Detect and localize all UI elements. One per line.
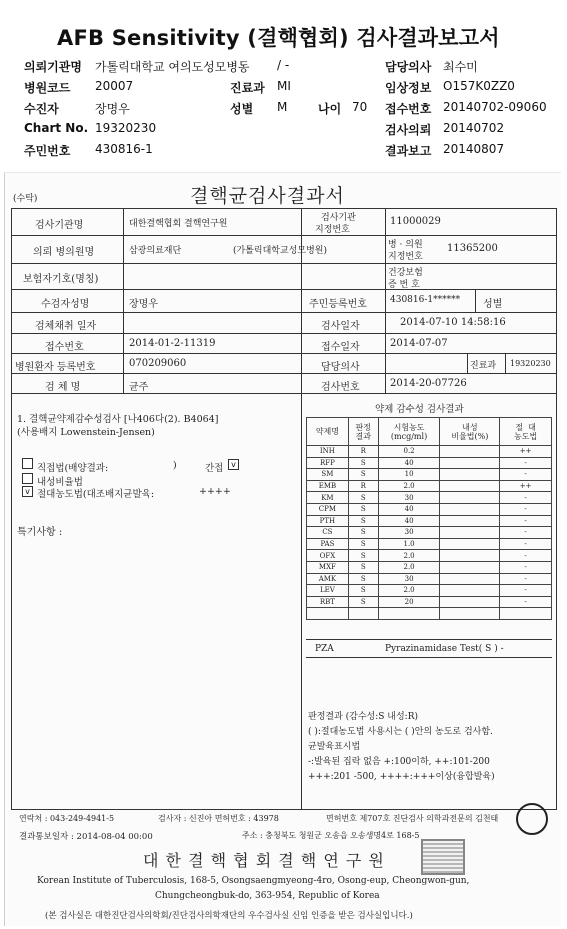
drug-cell-conc: 30 [378, 492, 440, 504]
value-requester: 가톨릭대학교 여의도성모병동 [95, 60, 250, 74]
drug-cell-drug [307, 608, 349, 620]
footer-english-1: Korean Institute of Tuberculosis, 168-5, Osongsaengmyeong-4ro, Osong-eup, Cheongwon-gun, [37, 876, 470, 886]
drug-cell-result: S [348, 457, 378, 469]
drug-cell-drug: PTH [307, 515, 349, 527]
value-clinical-info: O157K0ZZ0 [443, 79, 515, 93]
drug-cell-result: S [348, 469, 378, 481]
drug-cell-absolute: - [500, 561, 552, 573]
drug-cell-ratio [440, 550, 500, 562]
field-insurance-label-a: 건강보험 [388, 268, 423, 278]
drug-cell-result: S [348, 515, 378, 527]
value-ward: / - [277, 58, 290, 72]
doctor-seal [516, 803, 548, 835]
pza-value: Pyrazinamidase Test( S ) - [385, 644, 504, 654]
grid-line [505, 353, 506, 373]
legend-line-3: 균발육표시법 [308, 742, 361, 752]
drug-cell-conc: 10 [378, 469, 440, 481]
field-lab-label: 검사기관명 [35, 220, 84, 231]
drug-cell-drug: AMK [307, 573, 349, 585]
drug-cell-ratio [440, 608, 500, 620]
drug-cell-drug: RFP [307, 457, 349, 469]
drug-table-body [307, 446, 552, 620]
remarks-label: 특기사항 : [17, 527, 63, 538]
drug-cell-conc: 2.0 [378, 550, 440, 562]
drug-cell-ratio [440, 492, 500, 504]
drug-cell-ratio [440, 585, 500, 597]
drug-table-title: 약제 감수성 검사결과 [375, 404, 464, 415]
drug-cell-result: S [348, 503, 378, 515]
grid-line [11, 393, 557, 394]
drug-cell-drug: EMB [307, 480, 349, 492]
label-doctor: 담당의사 [385, 60, 432, 74]
indirect-method-checkbox: v [228, 459, 239, 470]
drug-cell-result: S [348, 538, 378, 550]
label-resident-no: 주민번호 [24, 144, 71, 158]
drug-row [307, 550, 552, 562]
drug-row [307, 538, 552, 550]
value-dept: MI [277, 79, 291, 93]
drug-cell-absolute: - [500, 550, 552, 562]
header-absolute: 절 대 농도법 [500, 418, 552, 446]
field-clinic-code-value: 11365200 [447, 243, 498, 254]
drug-cell-absolute: - [500, 457, 552, 469]
drug-cell-ratio [440, 561, 500, 573]
field-sex-label: 성별 [483, 299, 503, 310]
drug-cell-conc: 2.0 [378, 585, 440, 597]
grid-line [11, 373, 557, 374]
drug-cell-result: S [348, 550, 378, 562]
method-direct: 직접법(배양결과: [37, 463, 109, 474]
label-report-date: 결과보고 [385, 144, 432, 158]
footer-english-2: Chungcheongbuk-do, 363-954, Republic of Korea [155, 891, 380, 901]
drug-cell-drug: RBT [307, 596, 349, 608]
field-specimen-label: 검 체 명 [45, 382, 81, 393]
label-request-date: 검사의뢰 [385, 123, 432, 137]
field-clinic-value: 삼광의료재단 [129, 246, 182, 256]
legend-line-5: +++:201 -500, ++++:+++이상(융합발육) [308, 772, 495, 782]
drug-cell-result: S [348, 527, 378, 539]
institute-stamp [421, 839, 465, 875]
drug-cell-conc: 0.2 [378, 446, 440, 458]
drug-cell-ratio [440, 596, 500, 608]
drug-cell-result: R [348, 446, 378, 458]
grid-line [123, 208, 124, 393]
footer-examiner: 검사자 : 신진아 면허번호 : 43978 [158, 814, 279, 823]
report-header [0, 0, 567, 165]
grid-line [385, 208, 386, 393]
field-clinic-value-sub: (가톨릭대학교성모병원) [233, 246, 327, 256]
form-title: 결핵균검사결과서 [190, 185, 345, 207]
grid-line [11, 333, 557, 334]
drug-cell-absolute: - [500, 527, 552, 539]
value-chart-no: 19320230 [95, 121, 157, 135]
header-result: 판정 결과 [348, 418, 378, 446]
drug-row [307, 480, 552, 492]
grid-line [11, 809, 557, 810]
drug-cell-result: R [348, 480, 378, 492]
drug-cell-conc [378, 608, 440, 620]
drug-cell-ratio [440, 527, 500, 539]
drug-cell-absolute: - [500, 573, 552, 585]
drug-cell-drug: PAS [307, 538, 349, 550]
form-tag: (수탁) [13, 194, 38, 204]
header-drug: 약제명 [307, 418, 349, 446]
footer-certification: (본 검사실은 대한진단검사의학회/진단검사의학재단의 우수검사실 신임 인증을 받은 검사실입니다.) [45, 911, 413, 921]
value-request-date: 20140702 [443, 121, 505, 135]
drug-cell-absolute: - [500, 469, 552, 481]
drug-cell-drug: INH [307, 446, 349, 458]
footer-address: 주소 : 충청북도 청원군 오송읍 오송생명4로 168-5 [242, 831, 420, 840]
grid-line [556, 208, 557, 393]
drug-cell-conc: 2.0 [378, 480, 440, 492]
field-insurer-label: 보험자기호(명칭) [23, 274, 99, 285]
grid-line [11, 393, 12, 809]
drug-table-header [307, 418, 552, 446]
drug-cell-drug: MXF [307, 561, 349, 573]
value-hospital-code: 20007 [95, 79, 134, 93]
report-title: AFB Sensitivity (결핵협회) 검사결과보고서 [57, 26, 500, 50]
drug-cell-drug: OFX [307, 550, 349, 562]
label-clinical-info: 임상정보 [385, 81, 432, 95]
field-receipt-value: 2014-01-2-11319 [129, 338, 216, 349]
grid-line [11, 353, 557, 354]
pza-label: PZA [315, 644, 334, 654]
field-reg-no-label: 병원환자 등록번호 [15, 362, 96, 373]
field-test-no-label: 검사번호 [321, 382, 360, 393]
drug-cell-conc: 30 [378, 573, 440, 585]
drug-row [307, 515, 552, 527]
drug-cell-conc: 1.0 [378, 538, 440, 550]
header-conc: 시험농도 (mcg/ml) [378, 418, 440, 446]
field-dept-value: 19320230 [510, 359, 551, 368]
grid-line [467, 353, 468, 373]
drug-cell-conc: 2.0 [378, 561, 440, 573]
grid-line [11, 208, 557, 209]
drug-row [307, 608, 552, 620]
absolute-method-checkbox: v [22, 486, 33, 497]
header-ratio: 내성 비율법(%) [440, 418, 500, 446]
field-receipt-date-label: 접수일자 [321, 342, 360, 353]
field-patient-value: 장명우 [129, 299, 158, 310]
drug-cell-result: S [348, 492, 378, 504]
drug-row [307, 573, 552, 585]
drug-cell-absolute: - [500, 538, 552, 550]
drug-cell-ratio [440, 480, 500, 492]
grid-line [475, 289, 476, 312]
label-hospital-code: 병원코드 [24, 81, 71, 95]
drug-cell-absolute: - [500, 585, 552, 597]
grid-line [301, 393, 302, 809]
drug-cell-ratio [440, 515, 500, 527]
method-indirect: 간접 [205, 463, 224, 474]
drug-row [307, 585, 552, 597]
drug-row [307, 503, 552, 515]
drug-cell-absolute: - [500, 492, 552, 504]
drug-row [307, 527, 552, 539]
drug-cell-conc: 30 [378, 527, 440, 539]
direct-method-checkbox [22, 458, 33, 469]
grid-line [11, 235, 557, 236]
footer-report-date: 결과통보일자 : 2014-08-04 00:00 [19, 832, 153, 842]
test-medium: (사용배지 Lowenstein-Jensen) [17, 427, 155, 438]
value-doctor: 최수미 [443, 60, 478, 74]
field-receipt-label: 접수번호 [45, 342, 84, 353]
drug-cell-drug: KM [307, 492, 349, 504]
legend-line-4: -:발육된 집락 없음 +:100이하, ++:101-200 [308, 757, 490, 767]
drug-cell-ratio [440, 538, 500, 550]
field-rrn-label: 주민등록번호 [309, 299, 367, 310]
grid-line [306, 657, 552, 658]
field-test-no-value: 2014-20-07726 [390, 378, 467, 389]
drug-row [307, 446, 552, 458]
field-insurance-label-b: 증 번 호 [388, 280, 420, 290]
drug-cell-drug: SM [307, 469, 349, 481]
grid-line [306, 639, 552, 640]
value-report-date: 20140807 [443, 142, 505, 156]
drug-cell-conc: 40 [378, 515, 440, 527]
drug-cell-result: S [348, 561, 378, 573]
method-ratio: 내성비율법 [37, 477, 83, 488]
drug-cell-drug: CPM [307, 503, 349, 515]
drug-cell-conc: 40 [378, 457, 440, 469]
value-age: 70 [352, 100, 368, 114]
value-patient: 장명우 [95, 102, 130, 116]
drug-cell-result [348, 608, 378, 620]
field-physician-label: 담당의사 [321, 362, 360, 373]
label-patient: 수진자 [24, 102, 59, 116]
drug-cell-ratio [440, 457, 500, 469]
label-receipt-no: 접수번호 [385, 102, 432, 116]
scanned-result-form [4, 172, 561, 926]
drug-cell-absolute: - [500, 503, 552, 515]
value-sex: M [277, 100, 288, 114]
drug-cell-drug: LEV [307, 585, 349, 597]
field-reg-no-value: 070209060 [129, 358, 187, 369]
grid-line [301, 208, 302, 393]
drug-cell-result: S [348, 585, 378, 597]
value-receipt-no: 20140702-09060 [443, 100, 547, 114]
drug-cell-absolute [500, 608, 552, 620]
field-test-date-label: 검사일자 [321, 321, 360, 332]
drug-cell-drug: CS [307, 527, 349, 539]
drug-cell-ratio [440, 446, 500, 458]
test-name: 1. 결핵균약제감수성검사 [나406다(2). B4064] [17, 414, 219, 425]
label-requester: 의뢰기관명 [24, 60, 82, 74]
drug-cell-absolute: - [500, 596, 552, 608]
field-test-date-value: 2014-07-10 14:58:16 [400, 317, 506, 328]
footer-license: 면허번호 제707호 진단검사 의학과전문의 김천태 [326, 814, 499, 823]
drug-row [307, 596, 552, 608]
drug-cell-ratio [440, 503, 500, 515]
legend-line-1: 판정결과 (감수성:S 내성:R) [308, 712, 418, 722]
drug-cell-absolute: ++ [500, 446, 552, 458]
ratio-method-checkbox [22, 473, 33, 484]
label-dept: 진료과 [230, 81, 265, 95]
label-age: 나이 [318, 102, 342, 116]
drug-table [306, 417, 552, 620]
field-specimen-value: 균주 [129, 382, 149, 393]
drug-cell-absolute: - [500, 515, 552, 527]
footer-phone: 연락처 : 043-249-4941-5 [19, 814, 115, 823]
method-absolute: 절대농도법(대조배지균발육: [37, 489, 155, 500]
field-rrn-value: 430816-1****** [390, 295, 461, 305]
drug-cell-conc: 40 [378, 503, 440, 515]
label-sex: 성별 [230, 102, 254, 116]
field-lab-value: 대한결핵협회 결핵연구원 [129, 219, 228, 229]
drug-cell-ratio [440, 573, 500, 585]
field-lab-code-label-b: 지정번호 [315, 225, 350, 235]
method-absolute-growth: ++++ [199, 486, 231, 497]
field-clinic-code-label-b: 지정번호 [388, 252, 423, 262]
drug-cell-result: S [348, 573, 378, 585]
field-patient-label: 수검자성명 [41, 299, 90, 310]
value-resident-no: 430816-1 [95, 142, 153, 156]
grid-line [11, 208, 12, 393]
legend-line-2: ( ):절대농도법 사용시는 ( )안의 농도로 검사함. [308, 727, 493, 737]
field-clinic-label: 의뢰 병의원명 [33, 247, 95, 258]
drug-row [307, 561, 552, 573]
grid-line [11, 263, 557, 264]
field-collection-date-label: 검체채취 일자 [35, 321, 97, 332]
drug-row [307, 492, 552, 504]
field-dept-label: 진료과 [470, 361, 497, 371]
grid-line [11, 312, 557, 313]
drug-cell-ratio [440, 469, 500, 481]
field-lab-code-label-a: 검사기관 [321, 213, 356, 223]
drug-cell-absolute: ++ [500, 480, 552, 492]
field-clinic-code-label-a: 병 · 의원 [388, 240, 423, 250]
field-lab-code-value: 11000029 [390, 216, 441, 227]
drug-cell-conc: 20 [378, 596, 440, 608]
footer-institute: 대 한 결 핵 협 회 결 핵 연 구 원 [143, 851, 385, 870]
grid-line [556, 393, 557, 809]
drug-row [307, 457, 552, 469]
drug-row [307, 469, 552, 481]
label-chart-no: Chart No. [24, 121, 89, 135]
method-direct-close: ) [173, 460, 177, 471]
drug-cell-result: S [348, 596, 378, 608]
field-receipt-date-value: 2014-07-07 [390, 338, 448, 349]
